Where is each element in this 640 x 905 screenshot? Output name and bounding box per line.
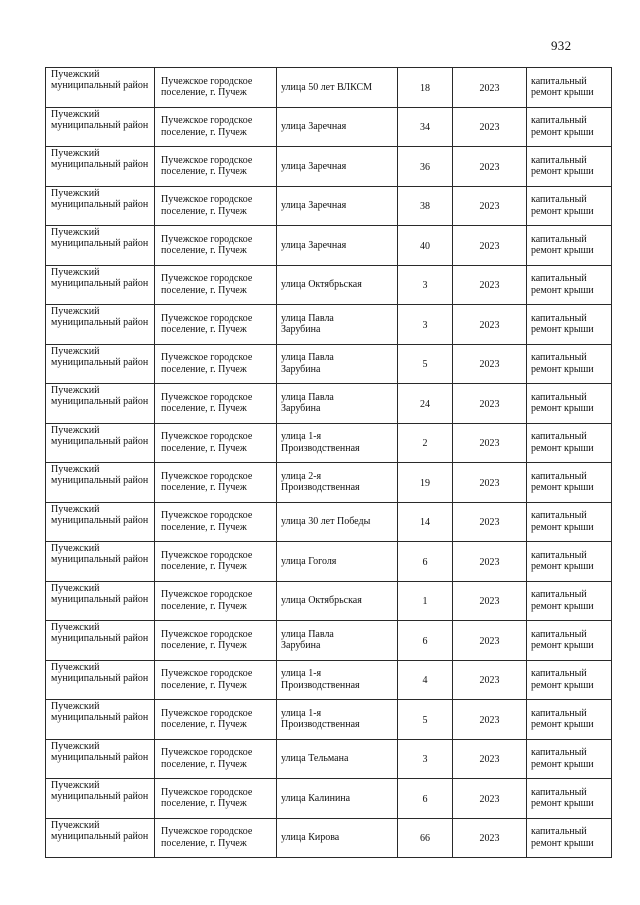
table-row — [46, 384, 612, 424]
street-cell: улица 2-я Производственная — [277, 463, 398, 503]
district-cell: Пучежский муниципальный район — [46, 226, 155, 266]
work-type-cell: капитальный ремонт крыши — [527, 107, 612, 147]
district-cell: Пучежский муниципальный район — [46, 739, 155, 779]
table-row — [46, 779, 612, 819]
house-number-cell: 24 — [398, 384, 453, 424]
year-cell: 2023 — [453, 660, 527, 700]
work-type-cell: капитальный ремонт крыши — [527, 186, 612, 226]
settlement-cell: Пучежское городское поселение, г. Пучеж — [155, 542, 277, 582]
settlement-cell: Пучежское городское поселение, г. Пучеж — [155, 423, 277, 463]
year-cell: 2023 — [453, 305, 527, 345]
street-cell: улица Октябрьская — [277, 581, 398, 621]
page-number: 932 — [551, 38, 572, 53]
work-type-cell: капитальный ремонт крыши — [527, 660, 612, 700]
settlement-cell: Пучежское городское поселение, г. Пучеж — [155, 502, 277, 542]
table-row — [46, 305, 612, 345]
work-type-cell: капитальный ремонт крыши — [527, 305, 612, 345]
work-type-cell: капитальный ремонт крыши — [527, 265, 612, 305]
house-number-cell: 5 — [398, 344, 453, 384]
work-type-cell: капитальный ремонт крыши — [527, 542, 612, 582]
work-type-cell: капитальный ремонт крыши — [527, 147, 612, 187]
work-type-cell: капитальный ремонт крыши — [527, 700, 612, 740]
street-cell: улица Гоголя — [277, 542, 398, 582]
settlement-cell: Пучежское городское поселение, г. Пучеж — [155, 739, 277, 779]
district-cell: Пучежский муниципальный район — [46, 305, 155, 345]
year-cell: 2023 — [453, 621, 527, 661]
settlement-cell: Пучежское городское поселение, г. Пучеж — [155, 344, 277, 384]
district-cell: Пучежский муниципальный район — [46, 107, 155, 147]
street-cell: улица Кирова — [277, 818, 398, 858]
settlement-cell: Пучежское городское поселение, г. Пучеж — [155, 107, 277, 147]
year-cell: 2023 — [453, 581, 527, 621]
street-cell: улица 50 лет ВЛКСМ — [277, 68, 398, 108]
house-number-cell: 6 — [398, 779, 453, 819]
house-number-cell: 2 — [398, 423, 453, 463]
house-number-cell: 34 — [398, 107, 453, 147]
work-type-cell: капитальный ремонт крыши — [527, 226, 612, 266]
year-cell: 2023 — [453, 344, 527, 384]
street-cell: улица Тельмана — [277, 739, 398, 779]
settlement-cell: Пучежское городское поселение, г. Пучеж — [155, 384, 277, 424]
house-number-cell: 18 — [398, 68, 453, 108]
settlement-cell: Пучежское городское поселение, г. Пучеж — [155, 265, 277, 305]
house-number-cell: 3 — [398, 739, 453, 779]
year-cell: 2023 — [453, 739, 527, 779]
year-cell: 2023 — [453, 463, 527, 503]
table-body — [46, 68, 612, 858]
house-number-cell: 1 — [398, 581, 453, 621]
work-type-cell: капитальный ремонт крыши — [527, 581, 612, 621]
district-cell: Пучежский муниципальный район — [46, 542, 155, 582]
district-cell: Пучежский муниципальный район — [46, 660, 155, 700]
work-type-cell: капитальный ремонт крыши — [527, 779, 612, 819]
street-cell: улица Павла Зарубина — [277, 621, 398, 661]
district-cell: Пучежский муниципальный район — [46, 818, 155, 858]
table-row — [46, 265, 612, 305]
table-row — [46, 107, 612, 147]
street-cell: улица Заречная — [277, 107, 398, 147]
settlement-cell: Пучежское городское поселение, г. Пучеж — [155, 226, 277, 266]
settlement-cell: Пучежское городское поселение, г. Пучеж — [155, 700, 277, 740]
work-type-cell: капитальный ремонт крыши — [527, 621, 612, 661]
street-cell: улица 1-я Производственная — [277, 660, 398, 700]
settlement-cell: Пучежское городское поселение, г. Пучеж — [155, 621, 277, 661]
street-cell: улица 1-я Производственная — [277, 700, 398, 740]
year-cell: 2023 — [453, 107, 527, 147]
house-number-cell: 6 — [398, 621, 453, 661]
year-cell: 2023 — [453, 384, 527, 424]
settlement-cell: Пучежское городское поселение, г. Пучеж — [155, 463, 277, 503]
house-number-cell: 36 — [398, 147, 453, 187]
district-cell: Пучежский муниципальный район — [46, 779, 155, 819]
district-cell: Пучежский муниципальный район — [46, 621, 155, 661]
house-number-cell: 14 — [398, 502, 453, 542]
table-row — [46, 581, 612, 621]
year-cell: 2023 — [453, 700, 527, 740]
year-cell: 2023 — [453, 186, 527, 226]
table-row — [46, 226, 612, 266]
table-row — [46, 660, 612, 700]
district-cell: Пучежский муниципальный район — [46, 502, 155, 542]
table-row — [46, 739, 612, 779]
work-type-cell: капитальный ремонт крыши — [527, 68, 612, 108]
work-type-cell: капитальный ремонт крыши — [527, 818, 612, 858]
street-cell: улица Павла Зарубина — [277, 384, 398, 424]
table-row — [46, 818, 612, 858]
street-cell: улица Заречная — [277, 186, 398, 226]
year-cell: 2023 — [453, 423, 527, 463]
year-cell: 2023 — [453, 779, 527, 819]
street-cell: улица Заречная — [277, 147, 398, 187]
settlement-cell: Пучежское городское поселение, г. Пучеж — [155, 581, 277, 621]
district-cell: Пучежский муниципальный район — [46, 265, 155, 305]
street-cell: улица Калинина — [277, 779, 398, 819]
table-row — [46, 423, 612, 463]
settlement-cell: Пучежское городское поселение, г. Пучеж — [155, 305, 277, 345]
house-number-cell: 4 — [398, 660, 453, 700]
district-cell: Пучежский муниципальный район — [46, 581, 155, 621]
street-cell: улица 30 лет Победы — [277, 502, 398, 542]
settlement-cell: Пучежское городское поселение, г. Пучеж — [155, 186, 277, 226]
house-number-cell: 6 — [398, 542, 453, 582]
settlement-cell: Пучежское городское поселение, г. Пучеж — [155, 68, 277, 108]
table-row — [46, 542, 612, 582]
district-cell: Пучежский муниципальный район — [46, 147, 155, 187]
year-cell: 2023 — [453, 226, 527, 266]
district-cell: Пучежский муниципальный район — [46, 186, 155, 226]
year-cell: 2023 — [453, 818, 527, 858]
table-row — [46, 68, 612, 108]
year-cell: 2023 — [453, 542, 527, 582]
table-row — [46, 463, 612, 503]
district-cell: Пучежский муниципальный район — [46, 68, 155, 108]
year-cell: 2023 — [453, 502, 527, 542]
house-number-cell: 40 — [398, 226, 453, 266]
work-type-cell: капитальный ремонт крыши — [527, 463, 612, 503]
table-row — [46, 621, 612, 661]
house-number-cell: 3 — [398, 265, 453, 305]
district-cell: Пучежский муниципальный район — [46, 344, 155, 384]
work-type-cell: капитальный ремонт крыши — [527, 344, 612, 384]
table-row — [46, 344, 612, 384]
settlement-cell: Пучежское городское поселение, г. Пучеж — [155, 147, 277, 187]
street-cell: улица 1-я Производственная — [277, 423, 398, 463]
district-cell: Пучежский муниципальный район — [46, 700, 155, 740]
table-row — [46, 502, 612, 542]
table-row — [46, 147, 612, 187]
table-row — [46, 186, 612, 226]
work-type-cell: капитальный ремонт крыши — [527, 739, 612, 779]
work-type-cell: капитальный ремонт крыши — [527, 384, 612, 424]
street-cell: улица Павла Зарубина — [277, 344, 398, 384]
house-number-cell: 38 — [398, 186, 453, 226]
year-cell: 2023 — [453, 68, 527, 108]
street-cell: улица Заречная — [277, 226, 398, 266]
house-number-cell: 66 — [398, 818, 453, 858]
settlement-cell: Пучежское городское поселение, г. Пучеж — [155, 818, 277, 858]
district-cell: Пучежский муниципальный район — [46, 463, 155, 503]
district-cell: Пучежский муниципальный район — [46, 423, 155, 463]
street-cell: улица Октябрьская — [277, 265, 398, 305]
settlement-cell: Пучежское городское поселение, г. Пучеж — [155, 660, 277, 700]
house-number-cell: 19 — [398, 463, 453, 503]
table-row — [46, 700, 612, 740]
settlement-cell: Пучежское городское поселение, г. Пучеж — [155, 779, 277, 819]
work-type-cell: капитальный ремонт крыши — [527, 502, 612, 542]
housing-repair-table — [45, 67, 612, 858]
street-cell: улица Павла Зарубина — [277, 305, 398, 345]
work-type-cell: капитальный ремонт крыши — [527, 423, 612, 463]
house-number-cell: 3 — [398, 305, 453, 345]
district-cell: Пучежский муниципальный район — [46, 384, 155, 424]
year-cell: 2023 — [453, 265, 527, 305]
year-cell: 2023 — [453, 147, 527, 187]
house-number-cell: 5 — [398, 700, 453, 740]
